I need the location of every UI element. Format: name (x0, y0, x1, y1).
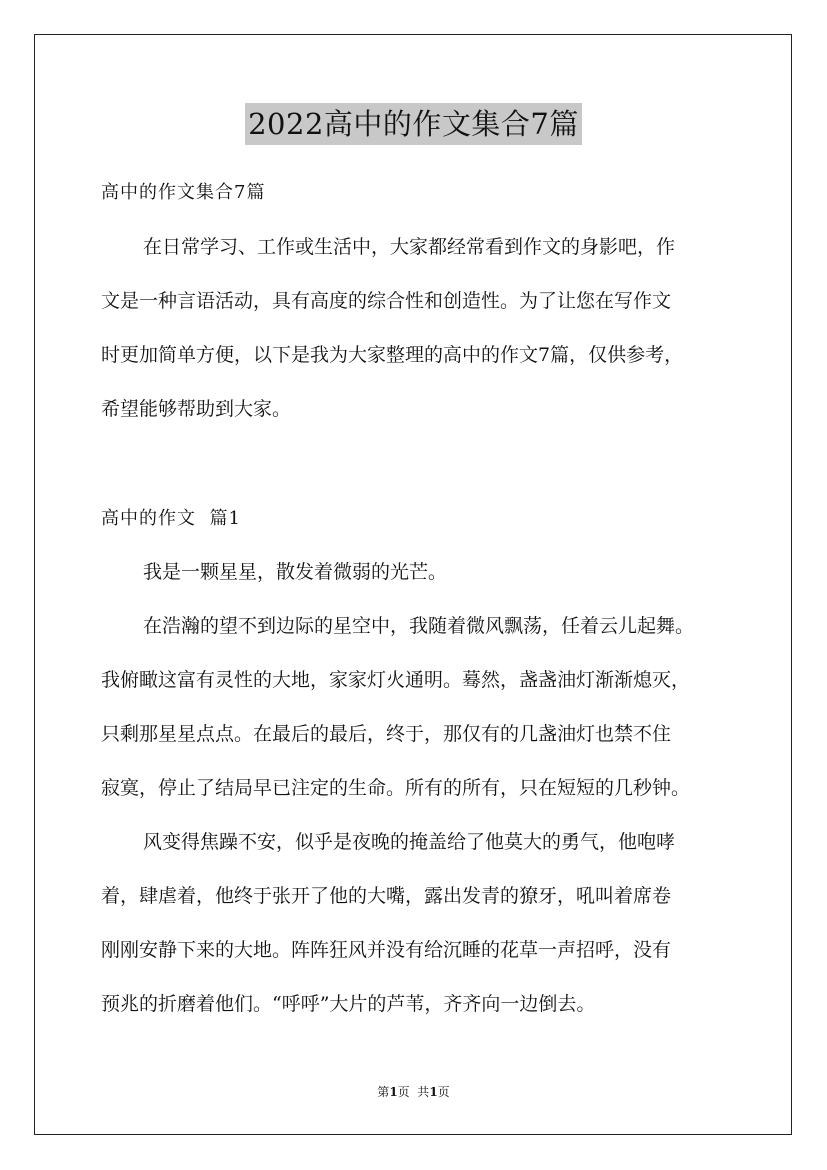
intro-line: 在日常学习、工作或生活中，大家都经常看到作文的身影吧，作 (143, 236, 676, 258)
title-wrap (0, 103, 827, 145)
paragraph-line: 只剩那星星点点。在最后的最后，终于，那仅有的几盏油灯也禁不住 (101, 723, 672, 745)
intro-line: 希望能够帮助到大家。 (101, 398, 292, 420)
document-title: 2022高中的作文集合7篇 (245, 103, 582, 145)
footer-page-prefix: 第 (377, 1085, 390, 1099)
paragraph-line: 寂寞，停止了结局早已注定的生命。所有的所有，只在短短的几秒钟。 (101, 777, 691, 799)
footer-page-current: 1 (389, 1085, 398, 1099)
footer-page-total: 1 (429, 1085, 438, 1099)
document-subtitle: 高中的作文集合7篇 (101, 182, 266, 203)
footer-page-suffix: 页 (437, 1085, 450, 1099)
intro-paragraph (101, 220, 743, 436)
paragraph-line: 在浩瀚的望不到边际的星空中，我随着微风飘荡，任着云儿起舞。 (143, 615, 695, 637)
intro-line: 时更加简单方便，以下是我为大家整理的高中的作文7篇，仅供参考， (101, 344, 684, 366)
paragraph-line: 刚刚安静下来的大地。阵阵狂风并没有给沉睡的花草一声招呼，没有 (101, 939, 672, 961)
section-heading: 高中的作文 篇1 (101, 508, 241, 529)
paragraph-line: 着，肆虐着，他终于张开了他的大嘴，露出发青的獠牙，吼叫着席卷 (101, 885, 672, 907)
page-footer (0, 1083, 827, 1101)
paragraph-line: 预兆的折磨着他们。“呼呼”大片的芦苇，齐齐向一边倒去。 (101, 993, 596, 1015)
body-paragraph-3 (101, 815, 743, 1031)
footer-page-mid: 页 共 (397, 1085, 430, 1099)
paragraph-line: 我是一颗星星，散发着微弱的光芒。 (143, 561, 448, 583)
paragraph-line: 风变得焦躁不安，似乎是夜晚的掩盖给了他莫大的勇气，他咆哮 (143, 831, 676, 853)
body-paragraph-1 (101, 545, 743, 599)
intro-line: 文是一种言语活动，具有高度的综合性和创造性。为了让您在写作文 (101, 290, 672, 312)
paragraph-line: 我俯瞰这富有灵性的大地，家家灯火通明。蓦然，盏盏油灯渐渐熄灭， (101, 669, 691, 691)
body-paragraph-2 (101, 599, 743, 815)
